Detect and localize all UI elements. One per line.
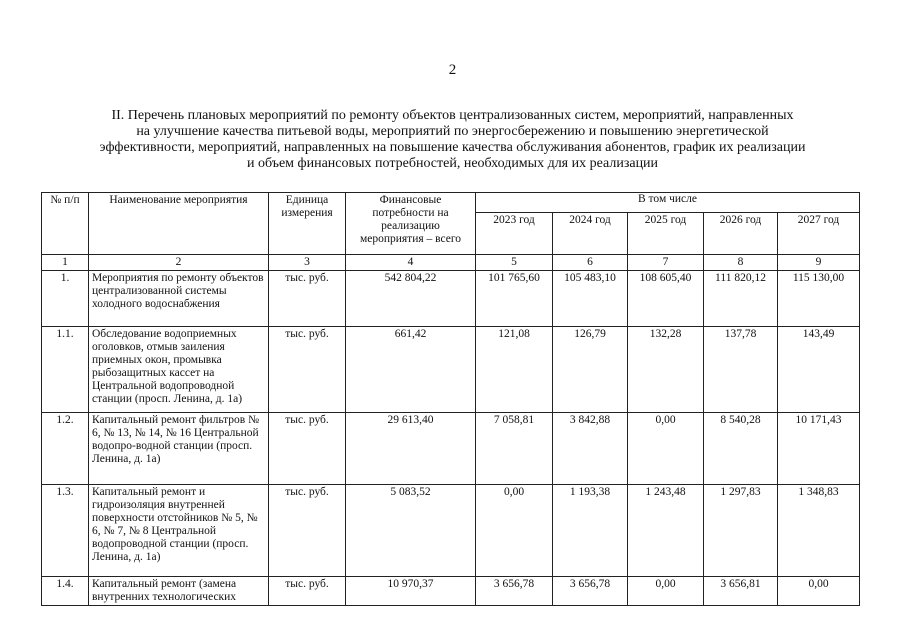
row-name: Капитальный ремонт фильтров № 6, № 13, № 14, № 16 Центральной водопро-водной станции (просп. Ленина, д. 1а) xyxy=(89,413,269,485)
column-index: 3 xyxy=(269,255,346,271)
row-number: 1.2. xyxy=(42,413,89,485)
row-year-value: 7 058,81 xyxy=(476,413,553,485)
row-year-value: 126,79 xyxy=(553,327,628,413)
row-name: Капитальный ремонт (замена внутренних технологических xyxy=(89,577,269,606)
row-total: 661,42 xyxy=(346,327,476,413)
row-number: 1.1. xyxy=(42,327,89,413)
header-row xyxy=(42,193,860,213)
table-row xyxy=(42,327,860,413)
column-index: 1 xyxy=(42,255,89,271)
row-number: 1. xyxy=(42,271,89,327)
row-year-value: 143,49 xyxy=(778,327,860,413)
row-unit: тыс. руб. xyxy=(269,327,346,413)
row-year-value: 1 348,83 xyxy=(778,485,860,577)
row-name: Обследование водоприемных оголовков, отмыв заиления приемных окон, промывка рыбозащитных кассет на Центральной водопроводной станции (просп. Ленина, д. 1а) xyxy=(89,327,269,413)
page-number: 2 xyxy=(448,62,457,78)
row-year-value: 108 605,40 xyxy=(628,271,704,327)
table-row xyxy=(42,271,860,327)
activities-table xyxy=(41,192,860,606)
row-year-value: 105 483,10 xyxy=(553,271,628,327)
row-total: 29 613,40 xyxy=(346,413,476,485)
row-year-value: 1 193,38 xyxy=(553,485,628,577)
column-index: 8 xyxy=(704,255,778,271)
row-year-value: 0,00 xyxy=(476,485,553,577)
column-index: 5 xyxy=(476,255,553,271)
table-row xyxy=(42,577,860,606)
row-total: 10 970,37 xyxy=(346,577,476,606)
row-year-value: 111 820,12 xyxy=(704,271,778,327)
row-name: Мероприятия по ремонту объектов централизованной системы холодного водоснабжения xyxy=(89,271,269,327)
row-year-value: 10 171,43 xyxy=(778,413,860,485)
header-year: 2024 год xyxy=(553,213,628,255)
heading-line: на улучшение качества питьевой воды, мероприятий по энергосбережению и повышению энергетической xyxy=(136,124,769,139)
row-year-value: 3 656,81 xyxy=(704,577,778,606)
header-unit: Единица измерения xyxy=(269,193,346,255)
heading-line: эффективности, мероприятий, направленных на повышение качества обслуживания абонентов, график их реализации xyxy=(99,140,806,155)
column-index: 9 xyxy=(778,255,860,271)
header-year: 2023 год xyxy=(476,213,553,255)
header-name: Наименование мероприятия xyxy=(89,193,269,255)
row-year-value: 8 540,28 xyxy=(704,413,778,485)
row-year-value: 0,00 xyxy=(778,577,860,606)
row-year-value: 121,08 xyxy=(476,327,553,413)
row-year-value: 1 297,83 xyxy=(704,485,778,577)
row-year-value: 3 656,78 xyxy=(476,577,553,606)
row-number: 1.4. xyxy=(42,577,89,606)
row-unit: тыс. руб. xyxy=(269,577,346,606)
row-year-value: 3 656,78 xyxy=(553,577,628,606)
column-index: 2 xyxy=(89,255,269,271)
row-total: 542 804,22 xyxy=(346,271,476,327)
heading-line: II. Перечень плановых мероприятий по ремонту объектов централизованных систем, мероприятий, направленных xyxy=(111,108,794,123)
row-unit: тыс. руб. xyxy=(269,271,346,327)
header-including: В том числе xyxy=(476,193,860,213)
header-year: 2027 год xyxy=(778,213,860,255)
row-year-value: 1 243,48 xyxy=(628,485,704,577)
table-row xyxy=(42,485,860,577)
column-index: 7 xyxy=(628,255,704,271)
column-index: 6 xyxy=(553,255,628,271)
section-heading xyxy=(40,108,865,172)
row-year-value: 0,00 xyxy=(628,577,704,606)
header-no: № п/п xyxy=(42,193,89,255)
row-total: 5 083,52 xyxy=(346,485,476,577)
row-year-value: 101 765,60 xyxy=(476,271,553,327)
header-year: 2026 год xyxy=(704,213,778,255)
row-unit: тыс. руб. xyxy=(269,485,346,577)
header-total: Финансовые потребности на реализацию мероприятия – всего xyxy=(346,193,476,255)
header-year: 2025 год xyxy=(628,213,704,255)
row-year-value: 0,00 xyxy=(628,413,704,485)
table-row xyxy=(42,413,860,485)
row-year-value: 137,78 xyxy=(704,327,778,413)
column-index: 4 xyxy=(346,255,476,271)
row-unit: тыс. руб. xyxy=(269,413,346,485)
row-year-value: 132,28 xyxy=(628,327,704,413)
row-year-value: 115 130,00 xyxy=(778,271,860,327)
column-index-row xyxy=(42,255,860,271)
row-year-value: 3 842,88 xyxy=(553,413,628,485)
row-name: Капитальный ремонт и гидроизоляция внутренней поверхности отстойников № 5, № 6, № 7, № 8 Центральной водопроводной станции (просп. Ленина, д. 1а) xyxy=(89,485,269,577)
row-number: 1.3. xyxy=(42,485,89,577)
heading-line: и объем финансовых потребностей, необходимых для их реализации xyxy=(246,156,659,171)
